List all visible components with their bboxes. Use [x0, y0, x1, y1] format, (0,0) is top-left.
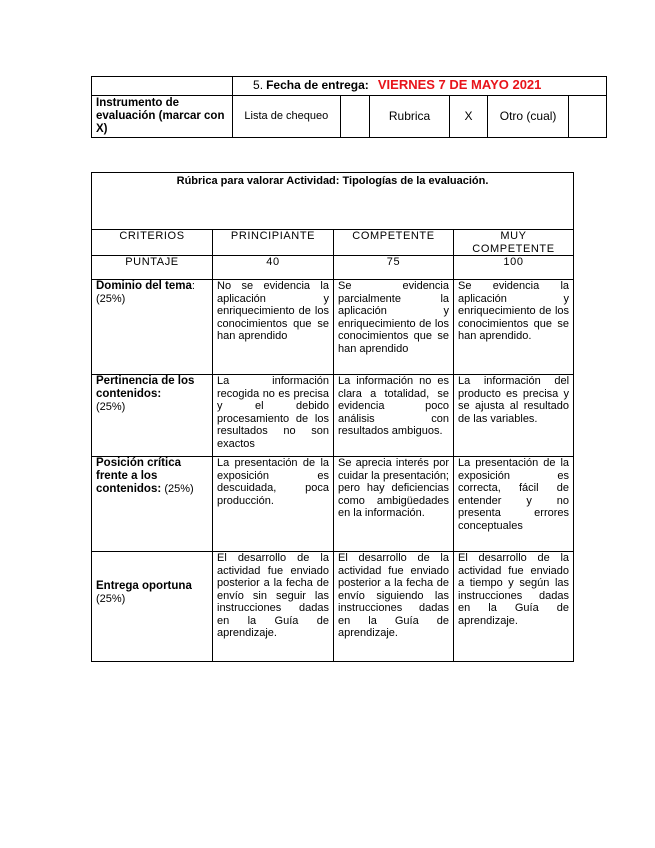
desc-muy-competente: La información del producto es precisa y se ajusta al resultado de las variables.	[454, 375, 574, 457]
puntaje-muy-competente: 100	[454, 256, 574, 280]
desc-muy-competente: Se evidencia la aplicación y enriquecimiento de los conocimientos que se han aprendido.	[454, 280, 574, 375]
criterio-cell	[92, 375, 213, 457]
criterio-name: Pertinencia de los contenidos:	[96, 375, 195, 400]
criterio-cell	[92, 552, 213, 662]
header-muy-competente: MUY COMPETENTE	[454, 230, 574, 256]
mark-otro	[569, 96, 607, 138]
header-competente: COMPETENTE	[334, 230, 454, 256]
desc-competente: La información no es clara a totalidad, se evidencia poco análisis con resultados ambiguos.	[334, 375, 454, 457]
criterio-weight: (25%)	[96, 401, 126, 413]
table-row	[92, 457, 574, 552]
header-criterios: CRITERIOS	[92, 230, 213, 256]
header-principiante: PRINCIPIANTE	[213, 230, 334, 256]
desc-competente: Se aprecia interés por cuidar la presentación; pero hay deficiencias como ambigüedades en la información.	[334, 457, 454, 552]
desc-muy-competente: La presentación de la exposición es correcta, fácil de entender y no presenta errores conceptuales	[454, 457, 574, 552]
table-row	[92, 552, 574, 662]
option-rubrica: Rubrica	[369, 96, 449, 138]
puntaje-competente: 75	[334, 256, 454, 280]
criterio-name: Entrega oportuna	[96, 579, 192, 592]
puntaje-label: PUNTAJE	[92, 256, 213, 280]
mark-lista-chequeo	[340, 96, 369, 138]
desc-principiante: No se evidencia la aplicación y enriquecimiento de los conocimientos que se han aprendido	[213, 280, 334, 375]
delivery-info-table	[91, 76, 607, 138]
fecha-entrega-label: Fecha de entrega:	[266, 78, 369, 93]
option-otro: Otro (cual)	[487, 96, 568, 138]
criterio-cell	[92, 280, 213, 375]
mark-rubrica: X	[450, 96, 488, 138]
option-lista-chequeo: Lista de chequeo	[233, 96, 341, 138]
table-row	[92, 280, 574, 375]
rubric-title: Rúbrica para valorar Actividad: Tipologías de la evaluación.	[92, 173, 574, 230]
blank-cell	[92, 77, 233, 96]
fecha-entrega-cell	[233, 77, 607, 96]
puntaje-principiante: 40	[213, 256, 334, 280]
instrumento-label: Instrumento de evaluación (marcar con X)	[92, 96, 233, 138]
criterio-weight: (25%)	[96, 592, 126, 605]
rubric-table	[91, 172, 574, 662]
fecha-entrega-value: VIERNES 7 DE MAYO 2021	[377, 77, 542, 93]
desc-principiante: La información recogida no es precisa y el debido procesamiento de los resultados no son exactos	[213, 375, 334, 457]
desc-competente: Se evidencia parcialmente la aplicación y enriquecimiento de los conocimientos que se han aprendido	[334, 280, 454, 375]
desc-principiante: El desarrollo de la actividad fue enviado posterior a la fecha de envío sin seguir las instrucciones dadas en la Guía de aprendizaje.	[213, 552, 334, 662]
item-number: 5.	[253, 78, 264, 93]
criterio-name: Posición crítica frente a los contenidos:	[96, 457, 182, 495]
desc-muy-competente: El desarrollo de la actividad fue enviado a tiempo y según las instrucciones dadas en la Guía de aprendizaje.	[454, 552, 574, 662]
table-row	[92, 375, 574, 457]
desc-competente: El desarrollo de la actividad fue enviado posterior a la fecha de envío siguiendo las instrucciones dadas en la Guía de aprendizaje.	[334, 552, 454, 662]
criterio-weight: : (25%)	[96, 280, 195, 305]
criterio-name: Dominio del tema	[96, 280, 192, 292]
criterio-weight: (25%)	[164, 483, 194, 495]
desc-principiante: La presentación de la exposición es descuidada, poca producción.	[213, 457, 334, 552]
criterio-cell	[92, 457, 213, 552]
